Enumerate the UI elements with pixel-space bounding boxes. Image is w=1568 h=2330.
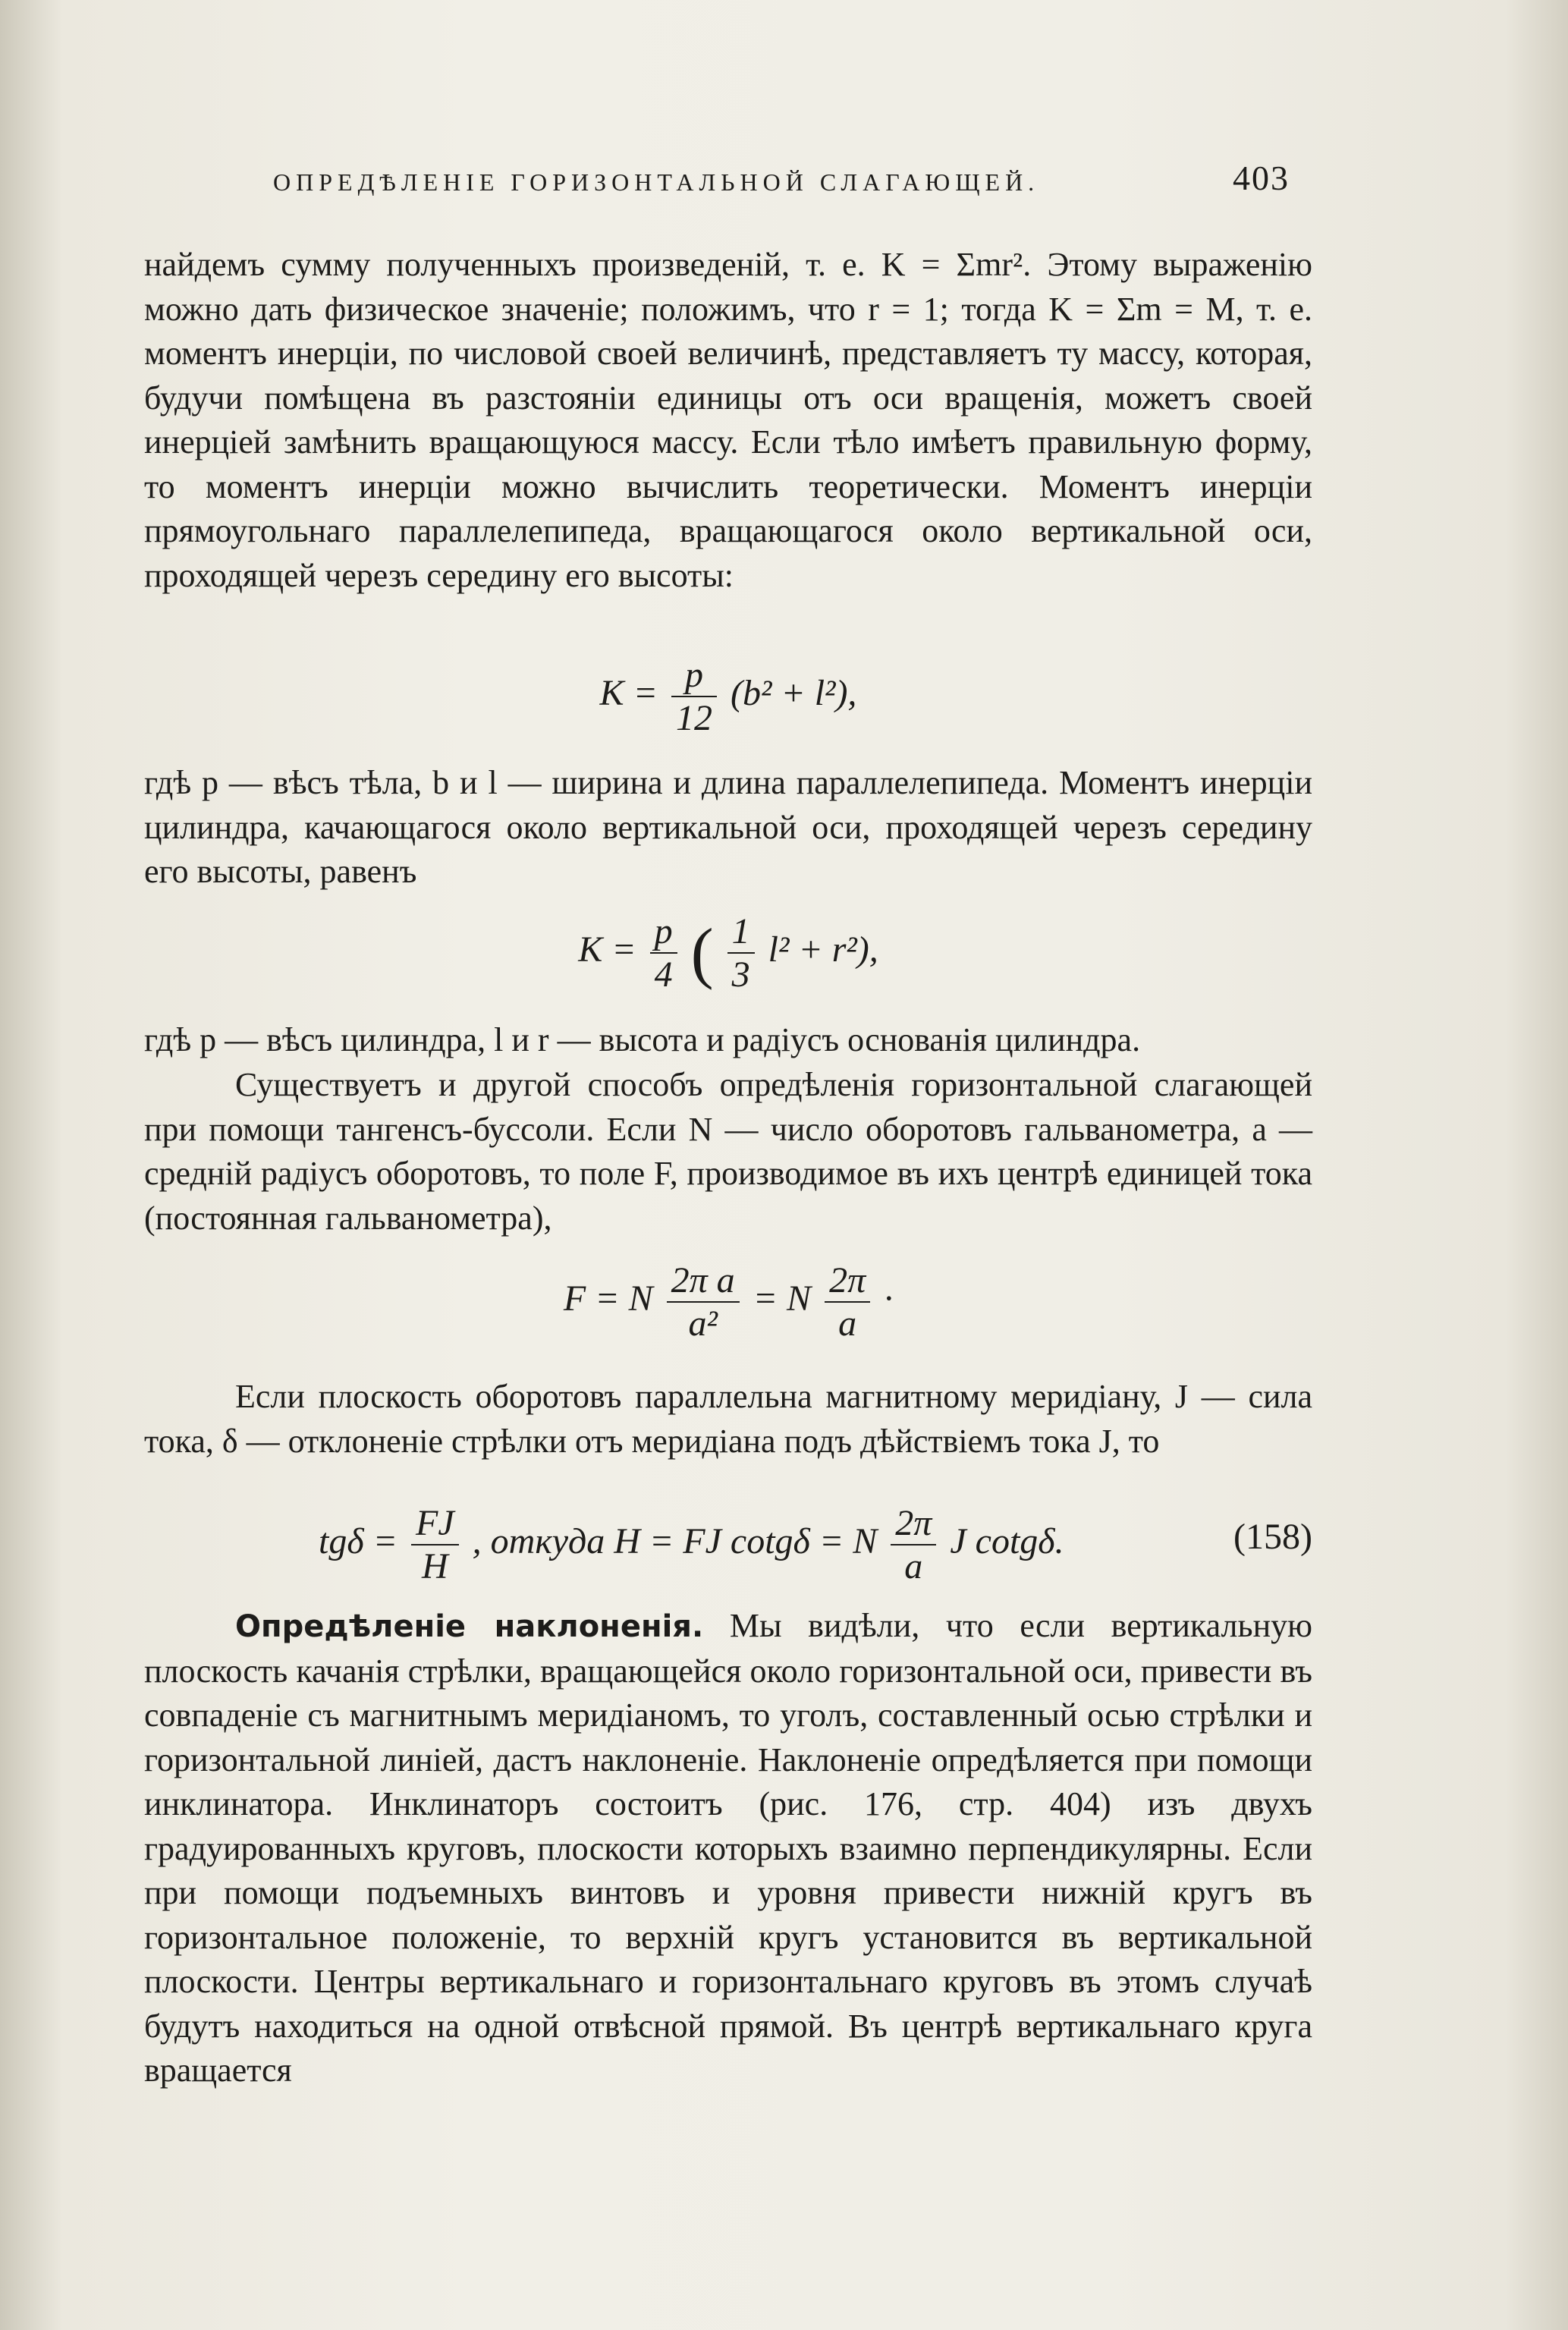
paragraph-cylinder — [144, 761, 1312, 895]
fraction — [671, 654, 717, 739]
fraction-denominator: H — [422, 1546, 448, 1586]
paragraph-text: Если плоскость оборотовъ параллельна магнитному меридіану, J — сила тока, δ — отклоненіе стрѣлки отъ меридіана подъ дѣйствіемъ тока J, то — [144, 1378, 1312, 1460]
fraction-numerator: 2π a — [667, 1259, 740, 1303]
formula-lhs: K = — [578, 929, 636, 970]
fraction-numerator: p — [671, 654, 717, 697]
formula-158 — [144, 1502, 1312, 1587]
fraction-numerator: 1 — [727, 910, 755, 954]
fraction — [825, 1259, 870, 1344]
fraction-denominator: a² — [688, 1303, 718, 1344]
formula-lhs: F = N — [563, 1278, 653, 1319]
fraction — [650, 910, 677, 995]
fraction-denominator: 12 — [675, 698, 712, 738]
fraction — [411, 1502, 459, 1587]
running-title: ОПРЕДѢЛЕНІЕ ГОРИЗОНТАЛЬНОЙ СЛАГАЮЩЕЙ. — [273, 168, 1040, 196]
fraction-numerator: p — [650, 910, 677, 954]
page-number: 403 — [1233, 159, 1290, 197]
formula-field — [144, 1259, 1312, 1344]
fraction — [891, 1502, 936, 1587]
formula-parallelepiped — [144, 654, 1312, 739]
paragraph-tangent-galvanometer — [144, 1063, 1312, 1240]
formula-mid: , откуда H = FJ cotgδ = N — [472, 1521, 878, 1562]
paragraph-text — [144, 1604, 1312, 2093]
section-heading: Опредѣленіе наклоненія. — [235, 1609, 704, 1644]
paragraph-text: Существуетъ и другой способъ опредѣленія горизонтальной слагающей при помощи тангенсъ-буссоли. Если N — число оборотовъ гальванометра, a — средній радіусъ оборотовъ, то поле F, производимое въ ихъ центрѣ единицей тока (постоянная гальванометра), — [144, 1066, 1312, 1237]
formula-rhs: l² + r²), — [768, 929, 878, 970]
formula-end: · — [884, 1278, 894, 1319]
paragraph-inclination — [144, 1604, 1312, 2093]
formula-cylinder — [144, 910, 1312, 995]
formula-rhs: (b² + l²), — [730, 673, 857, 714]
fraction-numerator: 2π — [825, 1259, 870, 1303]
formula-lhs: K = — [599, 673, 658, 714]
fraction-denominator: a — [904, 1546, 923, 1586]
formula-end: J cotgδ. — [950, 1521, 1064, 1562]
formula-mid: = N — [753, 1278, 812, 1319]
paragraph-body: Мы видѣли, что если вертикальную плоскость качанія стрѣлки, вращающейся около горизонтальной оси, привести въ совпаденіе съ магнитнымъ меридіаномъ, то уголъ, составленный осью стрѣлки и горизонтальной линіей, дастъ наклоненіе. Наклоненіе опредѣляется при помощи инклинатора. Инклинаторъ состоитъ (рис. 176, стр. 404) изъ двухъ градуированныхъ круговъ, плоскости которыхъ взаимно перпендикулярны. Если при помощи подъемныхъ винтовъ и уровня привести нижній кругъ въ горизонтальное положеніе, то верхній кругъ установится въ вертикальной плоскости. Центры вертикальнаго и горизонтальнаго круговъ въ этомъ случаѣ будутъ находиться на одной отвѣсной прямой. Въ центрѣ вертикальнаго круга вращается — [144, 1607, 1312, 2089]
formula-lhs: tgδ = — [319, 1521, 398, 1562]
paragraph-moment-of-inertia — [144, 243, 1312, 598]
fraction-denominator: 3 — [731, 954, 750, 995]
fraction — [667, 1259, 740, 1344]
equation-number: (158) — [1233, 1517, 1312, 1557]
paragraph-text: гдѣ p — вѣсъ цилиндра, l и r — высота и радіусъ основанія цилиндра. — [144, 1021, 1141, 1058]
paragraph-text: найдемъ сумму полученныхъ произведеній, т. е. K = Σmr². Этому выраженію можно дать физическое значеніе; положимъ, что r = 1; тогда K = Σm = M, т. е. моментъ инерціи, по числовой своей величинѣ, представляетъ ту массу, которая, будучи помѣщена въ разстояніи единицы отъ оси вращенія, можетъ своей инерціей замѣнить вращающуюся массу. Если тѣло имѣетъ правильную форму, то моментъ инерціи можно вычислить теоретически. Моментъ инерціи прямоугольнаго параллелепипеда, вращающагося около вертикальной оси, проходящей черезъ середину его высоты: — [144, 246, 1312, 594]
fraction-numerator: FJ — [411, 1502, 459, 1545]
fraction-denominator: a — [838, 1303, 857, 1344]
paragraph-text: гдѣ p — вѣсъ тѣла, b и l — ширина и длина параллелепипеда. Моментъ инерціи цилиндра, качающагося около вертикальной оси, проходящей черезъ середину его высоты, равенъ — [144, 764, 1312, 890]
fraction-denominator: 4 — [654, 954, 673, 995]
running-header — [273, 159, 1290, 197]
fraction-numerator: 2π — [891, 1502, 936, 1545]
paragraph-cylinder-where — [144, 1018, 1312, 1063]
fraction — [727, 910, 755, 995]
left-paren: ( — [690, 915, 714, 991]
paragraph-meridian — [144, 1375, 1312, 1464]
